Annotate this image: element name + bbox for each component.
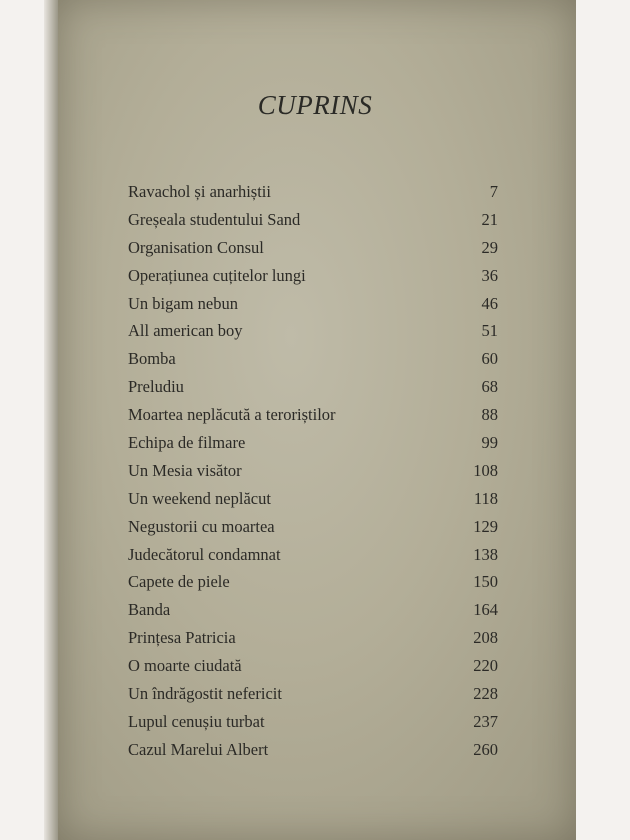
toc-entry xyxy=(128,656,498,684)
toc-entry-page: 99 xyxy=(481,433,498,453)
toc-entry xyxy=(128,182,498,210)
toc-entry-page: 68 xyxy=(481,377,498,397)
toc-entry-title: Prințesa Patricia xyxy=(128,628,236,648)
toc-entry xyxy=(128,684,498,712)
toc-entry xyxy=(128,238,498,266)
toc-entry xyxy=(128,628,498,656)
toc-entry-title: Capete de piele xyxy=(128,572,230,592)
toc-entry-title: Ravachol și anarhiștii xyxy=(128,182,271,201)
toc-entry-page: 138 xyxy=(473,544,498,564)
toc-entry-title: Banda xyxy=(128,600,171,620)
toc-entry xyxy=(128,349,498,377)
toc-entry-page: 220 xyxy=(473,656,498,676)
toc-entry-title: Un îndrăgostit nefericit xyxy=(128,684,282,704)
toc-entry-page: 60 xyxy=(481,349,498,369)
toc-entry xyxy=(128,740,498,768)
toc-entry-page: 51 xyxy=(481,321,498,341)
toc-entry-page: 237 xyxy=(473,711,498,731)
toc-entry xyxy=(128,405,498,433)
page-title: CUPRINS xyxy=(257,90,373,120)
toc-entry xyxy=(128,461,498,489)
toc-entry xyxy=(128,572,498,600)
toc-entry-title: Organisation Consul xyxy=(128,237,264,257)
toc-entry-title: Operațiunea cuțitelor lungi xyxy=(128,265,306,285)
toc-entry xyxy=(128,266,498,294)
toc-entry-page: 228 xyxy=(473,684,498,704)
toc-entry xyxy=(128,210,498,238)
toc-entry-page: 150 xyxy=(473,572,498,592)
toc-entry-title: O moarte ciudată xyxy=(128,656,242,676)
toc-entry-title: Un bigam nebun xyxy=(128,293,238,313)
toc-entry-title: Echipa de filmare xyxy=(128,433,246,453)
toc-entry-title: Negustorii cu moartea xyxy=(128,516,275,536)
toc-entry xyxy=(128,712,498,740)
toc-entry xyxy=(128,489,498,517)
toc-entry-page: 208 xyxy=(473,628,498,648)
toc-entry-page: 260 xyxy=(473,739,498,759)
toc-entry xyxy=(128,377,498,405)
toc-entry-page: 108 xyxy=(473,460,498,480)
toc-entry xyxy=(128,321,498,349)
toc-entry-title: Cazul Marelui Albert xyxy=(128,739,269,759)
toc-entry-title: Moartea neplăcută a teroriștilor xyxy=(128,405,336,425)
toc-entry-title: Un Mesia visător xyxy=(128,460,242,480)
toc-entry-page: 164 xyxy=(473,600,498,620)
toc-entry-title: Preludiu xyxy=(128,377,184,397)
toc-entry-page: 29 xyxy=(481,237,498,257)
toc-entry xyxy=(128,294,498,322)
toc-entry-page: 129 xyxy=(473,516,498,536)
toc-entry-page: 7 xyxy=(489,182,498,201)
toc-entry-title: Greșeala studentului Sand xyxy=(128,209,301,229)
toc-entry-page: 88 xyxy=(481,405,498,425)
table-of-contents xyxy=(128,182,498,768)
toc-entry xyxy=(128,600,498,628)
toc-entry xyxy=(128,433,498,461)
toc-entry xyxy=(128,545,498,573)
toc-entry-page: 36 xyxy=(481,265,498,285)
toc-entry-title: Bomba xyxy=(128,349,176,369)
toc-entry-title: All american boy xyxy=(128,321,243,341)
toc-entry-page: 21 xyxy=(481,209,498,229)
toc-entry-title: Judecătorul condamnat xyxy=(128,544,281,564)
toc-entry-title: Un weekend neplăcut xyxy=(128,488,271,508)
toc-entry-page: 118 xyxy=(473,488,498,508)
toc-entry-page: 46 xyxy=(481,293,498,313)
toc-entry xyxy=(128,517,498,545)
toc-entry-title: Lupul cenușiu turbat xyxy=(128,711,265,731)
